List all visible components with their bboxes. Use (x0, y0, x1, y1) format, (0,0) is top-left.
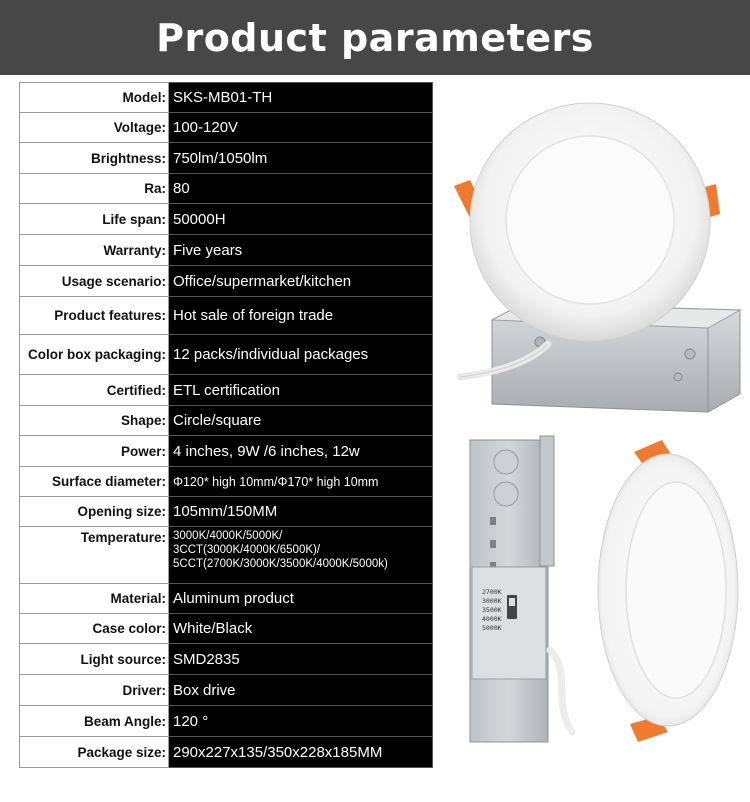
spec-value: 290x227x135/350x228x185MM (169, 737, 433, 768)
page-title: Product parameters (156, 15, 594, 60)
cct-label: 4000K (482, 615, 502, 623)
spec-row (20, 527, 433, 584)
cct-label: 2700K (482, 588, 502, 596)
spec-label: Opening size: (20, 497, 169, 527)
spec-label: Ra: (20, 174, 169, 204)
spec-row (20, 614, 433, 644)
spec-row (20, 737, 433, 768)
spec-value: Circle/square (169, 406, 433, 436)
spec-label: Product features: (20, 297, 169, 335)
page-title-banner (0, 0, 750, 75)
spec-value: 80 (169, 174, 433, 204)
spec-label: Certified: (20, 375, 169, 406)
spec-value: 105mm/150MM (169, 497, 433, 527)
spec-value: 12 packs/individual packages (169, 335, 433, 375)
spec-row (20, 235, 433, 266)
spec-label: Usage scenario: (20, 266, 169, 297)
spec-row (20, 113, 433, 143)
spec-value: Aluminum product (169, 584, 433, 614)
spec-row (20, 584, 433, 614)
spec-value: 3000K/4000K/5000K/ 3CCT(3000K/4000K/6500K)/ 5CCT(2700K/3000K/3500K/4000K/5000k) (169, 527, 433, 584)
spec-value: Five years (169, 235, 433, 266)
spec-row (20, 706, 433, 737)
spec-value: SMD2835 (169, 644, 433, 675)
spec-label: Warranty: (20, 235, 169, 266)
spec-row (20, 83, 433, 113)
spec-value: Φ120* high 10mm/Φ170* high 10mm (169, 467, 433, 497)
spec-value: ETL certification (169, 375, 433, 406)
cct-label: 3000K (482, 597, 502, 605)
spec-label: Temperature: (20, 527, 169, 584)
spec-value: Box drive (169, 675, 433, 706)
spec-row (20, 467, 433, 497)
spec-value: 50000H (169, 204, 433, 235)
spec-label: Life span: (20, 204, 169, 235)
spec-row (20, 174, 433, 204)
spec-row (20, 675, 433, 706)
spec-label: Voltage: (20, 113, 169, 143)
product-photo-box-and-panel (462, 432, 747, 750)
spec-row (20, 406, 433, 436)
spec-label: Model: (20, 83, 169, 113)
spec-value: White/Black (169, 614, 433, 644)
spec-row (20, 436, 433, 467)
spec-value: SKS-MB01-TH (169, 83, 433, 113)
spec-label: Material: (20, 584, 169, 614)
spec-label: Light source: (20, 644, 169, 675)
spec-value: 750lm/1050lm (169, 143, 433, 174)
spec-row (20, 297, 433, 335)
spec-label: Surface diameter: (20, 467, 169, 497)
spec-label: Power: (20, 436, 169, 467)
spec-row (20, 644, 433, 675)
spec-label: Driver: (20, 675, 169, 706)
spec-label: Brightness: (20, 143, 169, 174)
spec-row (20, 375, 433, 406)
spec-value: 4 inches, 9W /6 inches, 12w (169, 436, 433, 467)
spec-table (19, 82, 433, 768)
cct-label: 3500K (482, 606, 502, 614)
cable (550, 650, 572, 732)
spec-row (20, 497, 433, 527)
spec-label: Package size: (20, 737, 169, 768)
spec-value: 100-120V (169, 113, 433, 143)
spec-row (20, 204, 433, 235)
spec-label: Case color: (20, 614, 169, 644)
spec-row (20, 335, 433, 375)
spec-row (20, 266, 433, 297)
spec-value: Office/supermarket/kitchen (169, 266, 433, 297)
spec-label: Shape: (20, 406, 169, 436)
spec-label: Color box packaging: (20, 335, 169, 375)
product-photo-panel-with-box (440, 72, 745, 417)
spec-label: Beam Angle: (20, 706, 169, 737)
spec-row (20, 143, 433, 174)
spec-value: 120 ° (169, 706, 433, 737)
cct-label: 5000K (482, 624, 502, 632)
cct-switch-labels (482, 588, 502, 632)
spec-value: Hot sale of foreign trade (169, 297, 433, 335)
